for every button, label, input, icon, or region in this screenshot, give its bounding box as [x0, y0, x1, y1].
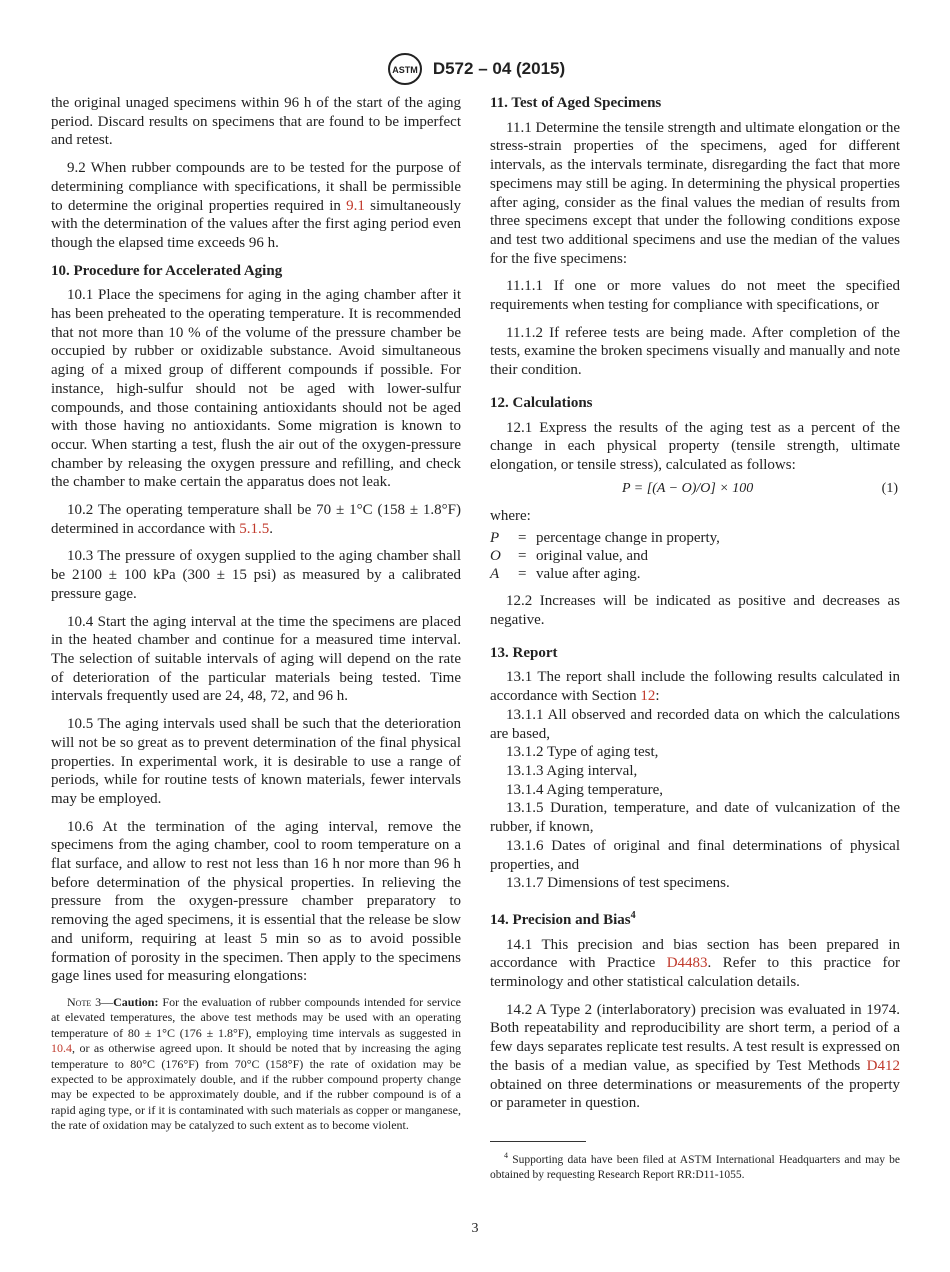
variable-definitions — [490, 529, 900, 583]
paragraph-9-1-continued: the original unaged specimens within 96 h of the start of the aging period. Discard results on specimens that are found to be imperfect and retest. — [51, 95, 461, 149]
footnote-divider — [490, 1141, 586, 1142]
paragraph-13-1-3: 13.1.3 Aging interval, — [506, 762, 638, 779]
section-11-heading: 11. Test of Aged Specimens — [490, 95, 662, 111]
document-id: D572 – 04 (2015) — [432, 59, 566, 78]
page-header — [0, 52, 950, 86]
paragraph-13-1-6: 13.1.6 Dates of original and final determinations of physical properties, and — [490, 837, 900, 873]
definition-row: O = original value, and — [490, 548, 649, 565]
paragraph-11-1: 11.1 Determine the tensile strength and ultimate elongation or the stress-strain properties of the specimens, aged for different intervals, as the intervals terminate, disregarding the fact that more specimens may still be aging. In determining the physical properties after aging, consider as the final values the median of results from three specimens except that under the following conditions expose and test two additional specimens and use the median of the values for the five specimens: — [490, 119, 900, 267]
equation-number: (1) — [881, 480, 898, 496]
paragraph-9-2: 9.2 When rubber compounds are to be tested for the purpose of determining compliance with specifications, it shall be permissible to determine the original properties required in 9.1 simultaneously with the determination of the values after the first aging period even though the elapsed time exceeds 96 h. — [51, 160, 461, 251]
link-5-1-5[interactable]: 5.1.5 — [239, 520, 270, 537]
paragraph-10-1: 10.1 Place the specimens for aging in the aging chamber after it has been preheated to the operating temperature. It is recommended that not more than 10 % of the volume of the pressure chamber be occupied by rubber or oxidizable substance. Avoid simultaneous aging of a mixed group of different compounds if possible. For instance, high-sulfur should not be aged with lower-sulfur compounds, and those containing antioxidants should not be aged with those having no antioxidants. Some migration is known to occur. When starting a test, flush the air out of the oxygen-pressure chamber by releasing the oxygen pressure and refilling, and check the chamber to make certain the apparatus does not leak. — [51, 287, 461, 491]
paragraph-11-1-1: 11.1.1 If one or more values do not meet the specified requirements when testing for compliance with specifications, or — [490, 278, 900, 314]
equation-expression: P = [(A − O)/O] × 100 — [622, 480, 754, 496]
definition-row: P = percentage change in property, — [490, 530, 720, 547]
paragraph-10-6: 10.6 At the termination of the aging interval, remove the specimens from the aging chamber, cool to room temperature on a flat surface, and allow to rest not less than 16 h nor more than 96 h before determination of the physical properties. In relieving the pressure from the oxygen-pressure chamber preparatory to removing the aged specimens, it is essential that the release be slow and uniform, requiring at least 5 min so as to avoid possible formation of porosity in the specimen. Then apply to the specimens gage lines used for measuring elongations: — [51, 818, 461, 985]
paragraph-14-2: 14.2 A Type 2 (interlaboratory) precision was evaluated in 1974. Both repeatability and reproducibility are short term, a period of a few days separates replicate test results. A test result is expressed on the basis of a median value, as specified by Test Methods D412 obtained on three determinations or measurements of the property or parameter in question. — [490, 1001, 900, 1112]
section-14-heading: 14. Precision and Bias$^4$ — [490, 909, 636, 928]
link-d412[interactable]: D412 — [866, 1057, 900, 1074]
link-section-12[interactable]: 12 — [640, 688, 656, 705]
equation-1 — [490, 479, 900, 501]
paragraph-13-1: 13.1 The report shall include the following results calculated in accordance with Section 12: — [490, 669, 900, 705]
paragraph-11-1-2: 11.1.2 If referee tests are being made. After completion of the tests, examine the broken specimens visually and manually and note their condition. — [490, 324, 900, 379]
footnote-4: $^4$ Supporting data have been filed at ASTM International Headquarters and may be obtained by requesting Research Report RR:D11-1055. — [490, 1150, 900, 1181]
right-column — [490, 94, 900, 1183]
left-column — [51, 94, 461, 1134]
paragraph-13-1-2: 13.1.2 Type of aging test, — [506, 744, 659, 761]
paragraph-10-3: 10.3 The pressure of oxygen supplied to the aging chamber shall be 2100 ± 100 kPa (300 ± 15 psi) as measured by a calibrated pressure gage. — [51, 548, 461, 602]
link-10-4[interactable]: 10.4 — [51, 1041, 72, 1056]
paragraph-10-2: 10.2 The operating temperature shall be 70 ± 1°C (158 ± 1.8°F) determined in accordance with 5.1.5. — [51, 502, 461, 537]
link-9-1[interactable]: 9.1 — [346, 197, 365, 214]
paragraph-12-1: 12.1 Express the results of the aging test as a percent of the change in each physical property (tensile strength, ultimate elongation, or tensile stress), calculated as follows: — [490, 419, 900, 473]
paragraph-13-1-4: 13.1.4 Aging temperature, — [506, 781, 664, 798]
paragraph-13-1-1: 13.1.1 All observed and recorded data on which the calculations are based, — [490, 706, 900, 742]
section-12-heading: 12. Calculations — [490, 394, 593, 411]
paragraph-10-4: 10.4 Start the aging interval at the time the specimens are placed in the heated chamber and continue for a measured time interval. The selection of suitable intervals of aging will depend on the rate of deterioration of the particular materials being tested. Time intervals frequently used are 24, 48, 72, and 96 h. — [51, 613, 461, 705]
where-label: where: — [490, 507, 531, 524]
page-number: 3 — [471, 1221, 479, 1236]
svg-text:ASTM: ASTM — [392, 65, 418, 75]
note-3: Note 3—Caution: For the evaluation of rubber compounds intended for service at elevated temperatures, the above test methods may be used with an operating temperature of 80 ± 1°C (176 ± 1.8°F), employing time intervals as suggested in 10.4, or as otherwise agreed upon. It should be noted that by increasing the aging temperature to 80°C (176°F) from 70°C (158°F) the rate of oxidation may be expected to be approximately double, and if the rubber compound property change may be expected to be approximately double, and if the rubber compound is of a rapid aging type, or if it is contaminated with such materials as copper or manganese, the rate of oxidation may be catalyzed to such extent as to become violent. — [51, 994, 461, 1133]
paragraph-12-2: 12.2 Increases will be indicated as positive and decreases as negative. — [490, 593, 900, 629]
section-13-heading: 13. Report — [490, 644, 558, 661]
astm-logo-icon — [385, 52, 425, 86]
paragraph-14-1: 14.1 This precision and bias section has been prepared in accordance with Practice D4483. Refer to this practice for terminology and other statistical calculation details. — [490, 936, 900, 991]
section-10-heading: 10. Procedure for Accelerated Aging — [51, 262, 283, 279]
paragraph-13-1-7: 13.1.7 Dimensions of test specimens. — [506, 875, 730, 892]
paragraph-13-1-5: 13.1.5 Duration, temperature, and date of vulcanization of the rubber, if known, — [490, 800, 900, 836]
paragraph-10-5: 10.5 The aging intervals used shall be such that the deterioration will not be so great as to prevent determination of the final physical properties. In experimental work, it is desirable to use a range of periods, while for routine tests of known materials, fewer intervals may be employed. — [51, 716, 461, 807]
link-d4483[interactable]: D4483 — [666, 955, 708, 972]
definition-row: A = value after aging. — [490, 566, 641, 583]
